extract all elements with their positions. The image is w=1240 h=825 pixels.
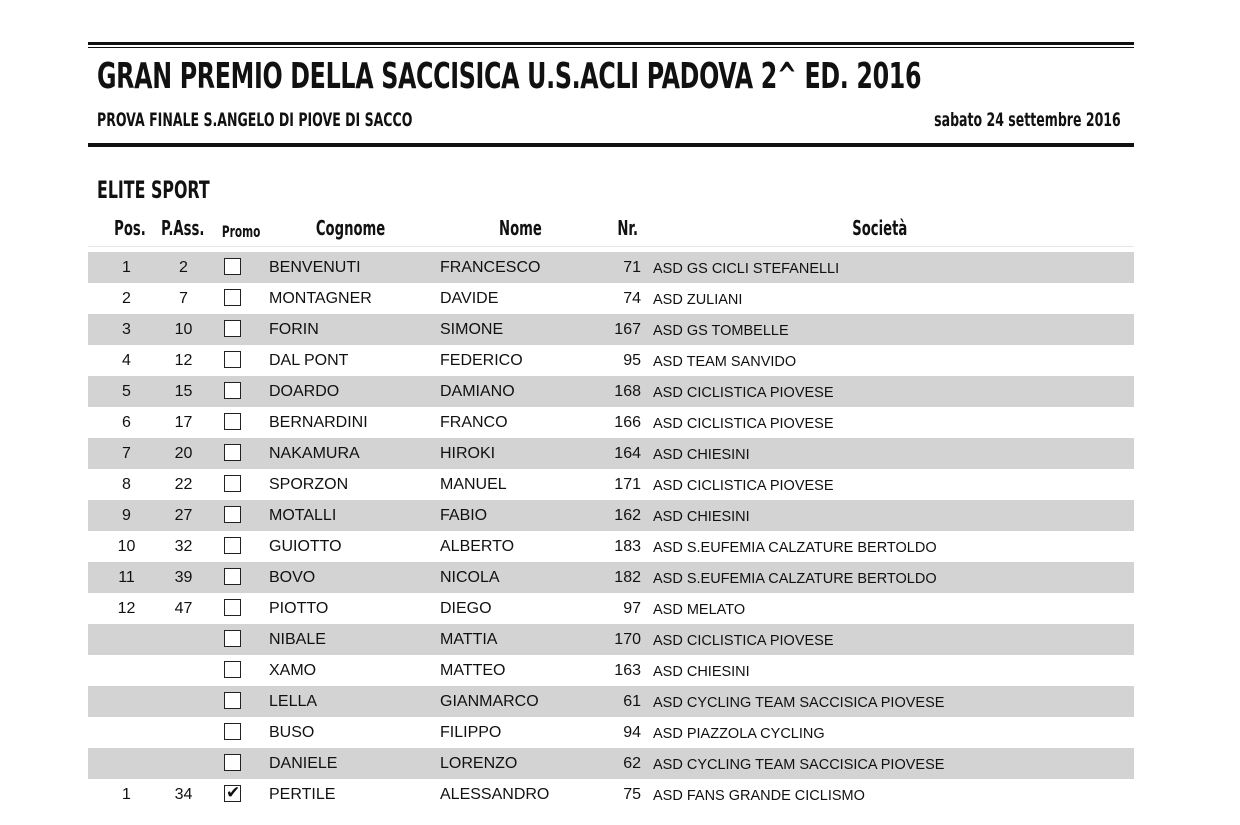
- absolute-position-cell: 10: [174, 321, 193, 338]
- first-name-cell: GIANMARCO: [440, 693, 539, 710]
- team-cell: ASD GS CICLI STEFANELLI: [653, 261, 840, 277]
- promo-checkbox[interactable]: [224, 444, 241, 461]
- promo-checkbox[interactable]: [224, 568, 241, 585]
- table-row: [88, 531, 1134, 562]
- surname-cell: BUSO: [269, 724, 315, 741]
- category-title: ELITE SPORT: [97, 176, 210, 204]
- bib-number-cell: 167: [614, 321, 641, 338]
- position-cell: 8: [122, 476, 131, 493]
- position-cell: 4: [122, 352, 131, 369]
- team-cell: ASD CYCLING TEAM SACCISICA PIOVESE: [653, 695, 945, 711]
- table-row: [88, 562, 1134, 593]
- results-table: [88, 252, 1134, 810]
- promo-checkbox[interactable]: [224, 413, 241, 430]
- team-cell: ASD PIAZZOLA CYCLING: [653, 726, 825, 742]
- first-name-cell: DIEGO: [440, 600, 492, 617]
- bib-number-cell: 170: [614, 631, 641, 648]
- column-header-cognome: Cognome: [315, 216, 386, 240]
- absolute-position-cell: 47: [174, 600, 193, 617]
- position-cell: 1: [122, 259, 131, 276]
- top-rule-thin: [88, 47, 1134, 48]
- surname-cell: BERNARDINI: [269, 414, 368, 431]
- team-cell: ASD CICLISTICA PIOVESE: [653, 478, 834, 494]
- position-cell: 11: [118, 569, 135, 586]
- table-row: [88, 438, 1134, 469]
- promo-checkbox[interactable]: [224, 506, 241, 523]
- column-header-pass: P.Ass.: [161, 216, 205, 240]
- position-cell: 7: [122, 445, 131, 462]
- column-header-nome: Nome: [498, 216, 542, 240]
- bib-number-cell: 74: [623, 290, 641, 307]
- surname-cell: PERTILE: [269, 786, 336, 803]
- first-name-cell: SIMONE: [440, 321, 504, 338]
- checkmark-icon: ✔: [226, 783, 241, 802]
- bib-number-cell: 61: [623, 693, 641, 710]
- team-cell: ASD CICLISTICA PIOVESE: [653, 416, 834, 432]
- table-row: [88, 686, 1134, 717]
- surname-cell: DOARDO: [269, 383, 340, 400]
- team-cell: ASD GS TOMBELLE: [653, 323, 789, 339]
- bib-number-cell: 75: [623, 786, 641, 803]
- team-cell: ASD TEAM SANVIDO: [653, 354, 797, 370]
- absolute-position-cell: 22: [174, 476, 193, 493]
- promo-checkbox[interactable]: [224, 475, 241, 492]
- table-row: [88, 469, 1134, 500]
- surname-cell: LELLA: [269, 693, 318, 710]
- table-row: [88, 314, 1134, 345]
- team-cell: ASD ZULIANI: [653, 292, 743, 308]
- position-cell: 5: [122, 383, 131, 400]
- team-cell: ASD S.EUFEMIA CALZATURE BERTOLDO: [653, 571, 937, 587]
- first-name-cell: NICOLA: [440, 569, 500, 586]
- table-row: [88, 655, 1134, 686]
- promo-checkbox[interactable]: [224, 537, 241, 554]
- header-rule: [88, 143, 1134, 147]
- bib-number-cell: 94: [623, 724, 641, 741]
- absolute-position-cell: 27: [174, 507, 193, 524]
- table-row: [88, 407, 1134, 438]
- team-cell: ASD S.EUFEMIA CALZATURE BERTOLDO: [653, 540, 937, 556]
- first-name-cell: ALBERTO: [440, 538, 515, 555]
- position-cell: 3: [122, 321, 131, 338]
- bib-number-cell: 71: [623, 259, 641, 276]
- position-cell: 2: [122, 290, 131, 307]
- team-cell: ASD CYCLING TEAM SACCISICA PIOVESE: [653, 757, 945, 773]
- top-rule: [88, 42, 1134, 45]
- promo-checkbox[interactable]: [224, 723, 241, 740]
- table-row: [88, 252, 1134, 283]
- surname-cell: MONTAGNER: [269, 290, 372, 307]
- first-name-cell: MATTEO: [440, 662, 506, 679]
- team-cell: ASD CICLISTICA PIOVESE: [653, 633, 834, 649]
- team-cell: ASD CHIESINI: [653, 447, 750, 463]
- promo-checkbox[interactable]: [224, 320, 241, 337]
- table-row: [88, 748, 1134, 779]
- first-name-cell: FRANCESCO: [440, 259, 541, 276]
- position-cell: 10: [117, 538, 136, 555]
- bib-number-cell: 162: [614, 507, 641, 524]
- bib-number-cell: 183: [614, 538, 641, 555]
- first-name-cell: DAVIDE: [440, 290, 499, 307]
- surname-cell: BOVO: [269, 569, 316, 586]
- absolute-position-cell: 12: [174, 352, 193, 369]
- absolute-position-cell: 15: [174, 383, 193, 400]
- surname-cell: MOTALLI: [269, 507, 337, 524]
- promo-checkbox[interactable]: [224, 754, 241, 771]
- absolute-position-cell: 2: [179, 259, 188, 276]
- surname-cell: NAKAMURA: [269, 445, 360, 462]
- promo-checkbox[interactable]: [224, 692, 241, 709]
- first-name-cell: MANUEL: [440, 476, 507, 493]
- first-name-cell: FILIPPO: [440, 724, 502, 741]
- surname-cell: GUIOTTO: [269, 538, 342, 555]
- first-name-cell: HIROKI: [440, 445, 496, 462]
- absolute-position-cell: 32: [174, 538, 193, 555]
- table-row: [88, 717, 1134, 748]
- absolute-position-cell: 7: [179, 290, 188, 307]
- position-cell: 9: [122, 507, 131, 524]
- column-header-pos: Pos.: [113, 216, 146, 240]
- bib-number-cell: 168: [614, 383, 641, 400]
- bib-number-cell: 171: [614, 476, 641, 493]
- absolute-position-cell: 20: [174, 445, 193, 462]
- promo-checkbox[interactable]: [224, 661, 241, 678]
- table-row: [88, 624, 1134, 655]
- first-name-cell: DAMIANO: [440, 383, 515, 400]
- surname-cell: DANIELE: [269, 755, 338, 772]
- promo-checkbox[interactable]: [224, 351, 241, 368]
- bib-number-cell: 97: [623, 600, 641, 617]
- table-row: [88, 779, 1134, 810]
- promo-checkbox[interactable]: [224, 630, 241, 647]
- bib-number-cell: 164: [614, 445, 641, 462]
- promo-checkbox[interactable]: [224, 258, 241, 275]
- column-header-nr: Nr.: [617, 216, 639, 240]
- column-header-promo: Promo: [221, 222, 261, 241]
- first-name-cell: FRANCO: [440, 414, 508, 431]
- position-cell: 6: [122, 414, 131, 431]
- table-row: [88, 376, 1134, 407]
- page-title: GRAN PREMIO DELLA SACCISICA U.S.ACLI PADOVA 2^ ED. 2016: [97, 56, 922, 97]
- bib-number-cell: 95: [623, 352, 641, 369]
- table-row: [88, 593, 1134, 624]
- promo-checkbox[interactable]: [224, 785, 241, 802]
- team-cell: ASD CICLISTICA PIOVESE: [653, 385, 834, 401]
- position-cell: 1: [122, 786, 131, 803]
- first-name-cell: ALESSANDRO: [440, 786, 550, 803]
- absolute-position-cell: 39: [174, 569, 193, 586]
- team-cell: ASD MELATO: [653, 602, 746, 618]
- surname-cell: SPORZON: [269, 476, 349, 493]
- first-name-cell: FABIO: [440, 507, 488, 524]
- first-name-cell: FEDERICO: [440, 352, 523, 369]
- team-cell: ASD CHIESINI: [653, 664, 750, 680]
- team-cell: ASD CHIESINI: [653, 509, 750, 525]
- surname-cell: NIBALE: [269, 631, 326, 648]
- table-row: [88, 345, 1134, 376]
- surname-cell: XAMO: [269, 662, 317, 679]
- first-name-cell: LORENZO: [440, 755, 518, 772]
- bib-number-cell: 62: [623, 755, 641, 772]
- page-subtitle: PROVA FINALE S.ANGELO DI PIOVE DI SACCO: [97, 109, 413, 131]
- promo-checkbox[interactable]: [224, 289, 241, 306]
- promo-checkbox[interactable]: [224, 382, 241, 399]
- absolute-position-cell: 17: [174, 414, 193, 431]
- bib-number-cell: 166: [614, 414, 641, 431]
- surname-cell: PIOTTO: [269, 600, 329, 617]
- first-name-cell: MATTIA: [440, 631, 498, 648]
- table-row: [88, 500, 1134, 531]
- position-cell: 12: [117, 600, 136, 617]
- surname-cell: FORIN: [269, 321, 319, 338]
- surname-cell: DAL PONT: [269, 352, 349, 369]
- bib-number-cell: 182: [614, 569, 641, 586]
- surname-cell: BENVENUTI: [269, 259, 361, 276]
- column-header-societa: Società: [852, 216, 908, 240]
- bib-number-cell: 163: [614, 662, 641, 679]
- table-row: [88, 283, 1134, 314]
- header-divider: [88, 246, 1134, 247]
- promo-checkbox[interactable]: [224, 599, 241, 616]
- team-cell: ASD FANS GRANDE CICLISMO: [653, 788, 865, 804]
- event-date: sabato 24 settembre 2016: [934, 109, 1121, 131]
- absolute-position-cell: 34: [174, 786, 193, 803]
